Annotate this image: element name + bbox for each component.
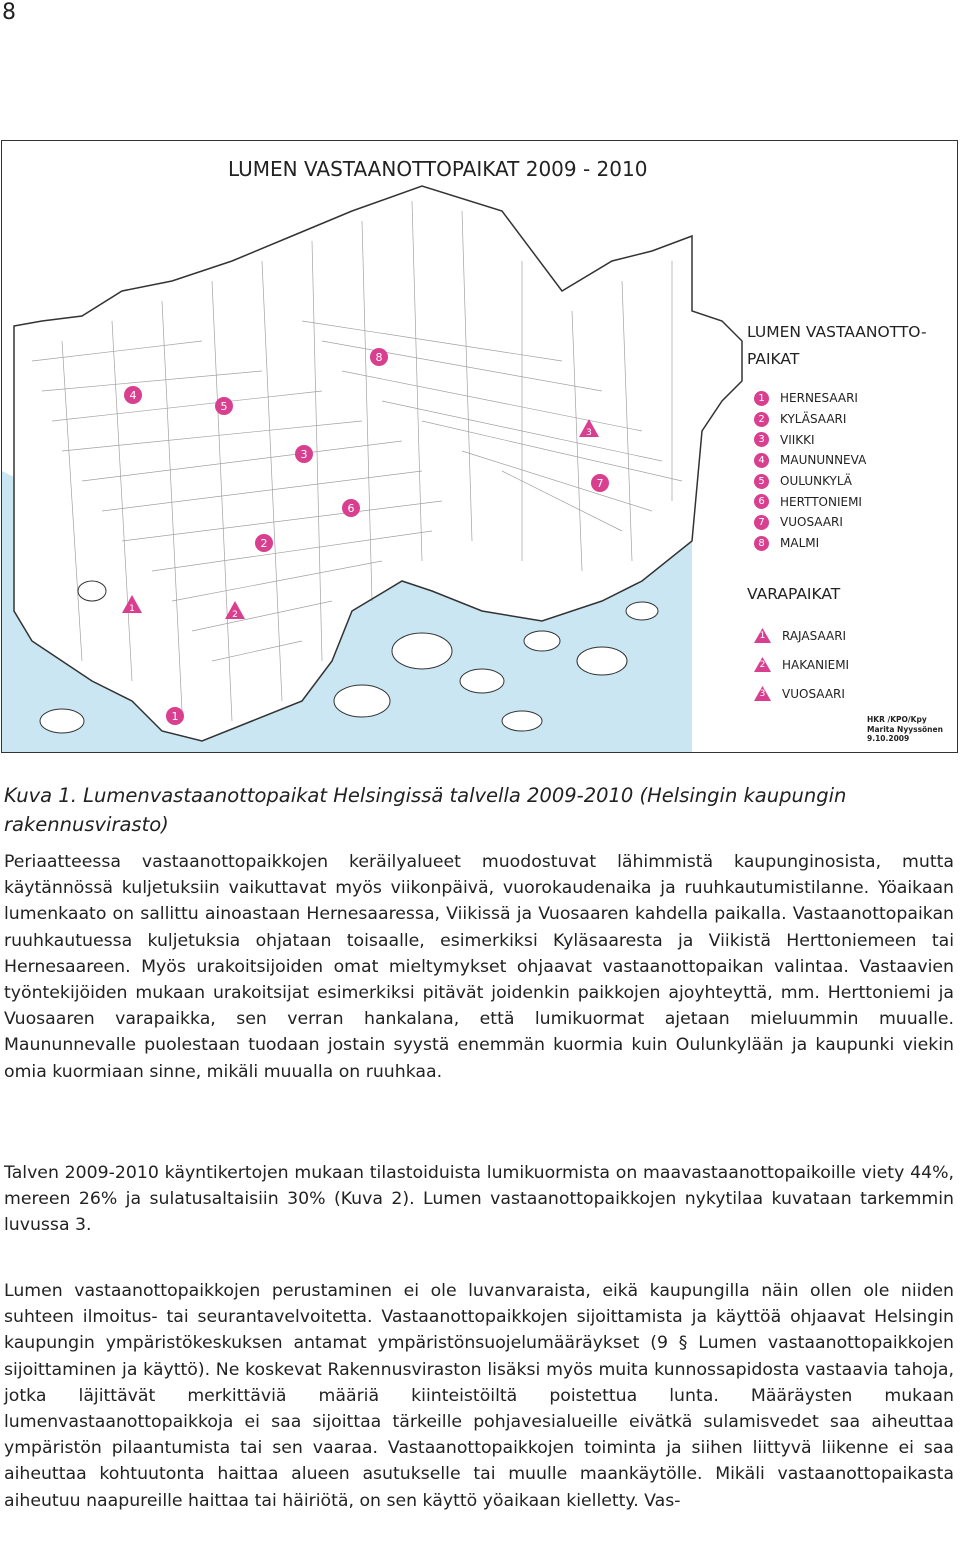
credit-line: 9.10.2009 bbox=[867, 734, 910, 743]
svg-text:6: 6 bbox=[347, 502, 355, 515]
svg-text:4: 4 bbox=[129, 389, 137, 402]
site-name: HERNESAARI bbox=[780, 391, 858, 406]
legend-title bbox=[747, 319, 957, 373]
site-badge: 3 bbox=[754, 432, 769, 447]
reserve-item bbox=[754, 650, 849, 679]
svg-text:2: 2 bbox=[260, 537, 268, 550]
marker-4 bbox=[124, 386, 142, 404]
svg-text:3: 3 bbox=[586, 428, 592, 438]
site-badge: 7 bbox=[754, 515, 769, 530]
site-name: MALMI bbox=[780, 536, 820, 551]
triangle-icon: 1 bbox=[754, 628, 771, 643]
marker-3 bbox=[295, 445, 313, 463]
site-badge: 2 bbox=[754, 412, 769, 427]
site-name: VIIKKI bbox=[780, 432, 815, 447]
reserve-title: VARAPAIKAT bbox=[747, 585, 841, 603]
svg-text:3: 3 bbox=[300, 448, 308, 461]
paragraph: Talven 2009-2010 käyntikertojen mukaan tilastoiduista lumikuormista on maavastaanottopaikoille viety 44%, mereen 26% ja sulatusaltaisiin 30% (Kuva 2). Lumen vastaanottopaikkojen nykytilaa kuvataan tarkemmin luvussa 3. bbox=[4, 1163, 954, 1236]
reserve-name: VUOSAARI bbox=[782, 686, 845, 701]
svg-text:1: 1 bbox=[171, 710, 179, 723]
marker-5 bbox=[215, 397, 233, 415]
legend-item bbox=[754, 409, 866, 430]
marker-2 bbox=[255, 534, 273, 552]
page-number: 8 bbox=[2, 0, 16, 25]
paragraph: Lumen vastaanottopaikkojen perustaminen ei ole luvanvaraista, eikä kaupungilla näin ollen ole niiden suhteen ilmoitus- tai seurantavelvoitetta. Vastaanottopaikkojen sijoittamista ja käyttöä ohjaavat Helsingin kaupungin ympäristökeskuksen antamat ympäristönsuojelumääräykset (9 § Lumen vastaanottopaikkojen sijoittaminen ja käyttö). Ne koskevat Rakennusviraston lisäksi myös muita kunnossapidosta vastaavia tahoja, jotka läjittävät merkittäviä määriä kiinteistöiltä poistettua lunta. Määräysten mukaan lumenvastaanottopaikkoja ei saa sijoittaa tärkeille pohjavesialueille eivätkä sulamisvedet saa aiheuttaa ympäristön pilaantumista tai sen vaaraa. Vastaanottopaikkojen toiminta ja siihen liittyvä liikenne ei saa aiheuttaa kohtuutonta haittaa alueen asutukselle tai muulle maankäytölle. Mikäli vastaanottopaikasta aiheutuu naapureille haittaa tai häiriötä, on sen käyttö yöaikaan kielletty. Vas- bbox=[4, 1281, 954, 1511]
figure-title: LUMEN VASTAANOTTOPAIKAT 2009 - 2010 bbox=[228, 157, 648, 181]
credit-line: HKR /KPO/Kpy bbox=[867, 715, 927, 724]
legend-item bbox=[754, 512, 866, 533]
legend-item bbox=[754, 471, 866, 492]
legend-item bbox=[754, 491, 866, 512]
site-name: KYLÄSAARI bbox=[780, 412, 847, 427]
reserve-item bbox=[754, 621, 849, 650]
svg-text:2: 2 bbox=[232, 610, 238, 620]
site-name: OULUNKYLÄ bbox=[780, 474, 853, 489]
legend-reserve-sites bbox=[754, 621, 849, 708]
paragraph: Periaatteessa vastaanottopaikkojen keräilyalueet muodostuvat lähimmistä kaupunginosista, mutta käytännössä kuljetuksiin vaikuttavat myös viikonpäivä, vuorokaudenaika ja ruuhkautumistilanne. Yöaikaan lumenkaato on sallittu ainoastaan Hernesaaressa, Viikissä ja Vuosaaren kahdella paikalla. Vastaanottopaikan ruuhkautuessa kuljetuksia ohjataan toisaalle, esimerkiksi Kyläsaaresta ja Viikistä Herttoniemeen tai Hernesaareen. Myös urakoitsijoiden omat mieltymykset ohjaavat vastaanottopaikan valintaa. Vastaavien työntekijöiden mukaan urakoitsijat esimerkiksi pitävät joidenkin paikkojen ajoyhteyttä, mm. Herttoniemi ja Vuosaaren varapaikka, sen verran hankalana, että lumikuormat ajetaan mieluummin muualle. Maununnevalle puolestaan tuodaan jostain syystä enemmän kuormia kuin Oulunkylään ja kaupunki viekin omia kuormiaan sinne, mikäli muualla on ruuhkaa. bbox=[4, 852, 954, 1082]
site-name: MAUNUNNEVA bbox=[780, 453, 867, 468]
legend-item bbox=[754, 388, 866, 409]
legend-item bbox=[754, 533, 866, 554]
site-badge: 5 bbox=[754, 474, 769, 489]
reserve-name: HAKANIEMI bbox=[782, 657, 850, 672]
svg-text:1: 1 bbox=[129, 604, 135, 614]
figure-caption: Kuva 1. Lumenvastaanottopaikat Helsingissä talvella 2009-2010 (Helsingin kaupungin rakennusvirasto) bbox=[4, 784, 847, 836]
svg-text:8: 8 bbox=[375, 351, 383, 364]
marker-8 bbox=[370, 348, 388, 366]
triangle-icon: 2 bbox=[754, 657, 771, 672]
site-badge: 8 bbox=[754, 536, 769, 551]
reserve-name: RAJASAARI bbox=[782, 628, 847, 643]
legend-item bbox=[754, 429, 866, 450]
snow-site-map-figure bbox=[1, 140, 958, 753]
marker-6 bbox=[342, 499, 360, 517]
site-name: HERTTONIEMI bbox=[780, 494, 862, 509]
legend-item bbox=[754, 450, 866, 471]
site-badge: 4 bbox=[754, 453, 769, 468]
legend-title-text: LUMEN VASTAANOTTO- PAIKAT bbox=[747, 323, 927, 368]
triangle-icon: 3 bbox=[754, 686, 771, 701]
site-badge: 6 bbox=[754, 494, 769, 509]
site-badge: 1 bbox=[754, 391, 769, 406]
map-credit bbox=[867, 715, 943, 744]
svg-text:7: 7 bbox=[596, 477, 604, 490]
site-name: VUOSAARI bbox=[780, 515, 843, 530]
reserve-item bbox=[754, 679, 849, 708]
svg-text:5: 5 bbox=[220, 400, 228, 413]
marker-1 bbox=[166, 707, 184, 725]
credit-line: Marita Nyyssönen bbox=[867, 724, 943, 734]
marker-7 bbox=[591, 474, 609, 492]
legend-sites bbox=[754, 388, 866, 554]
